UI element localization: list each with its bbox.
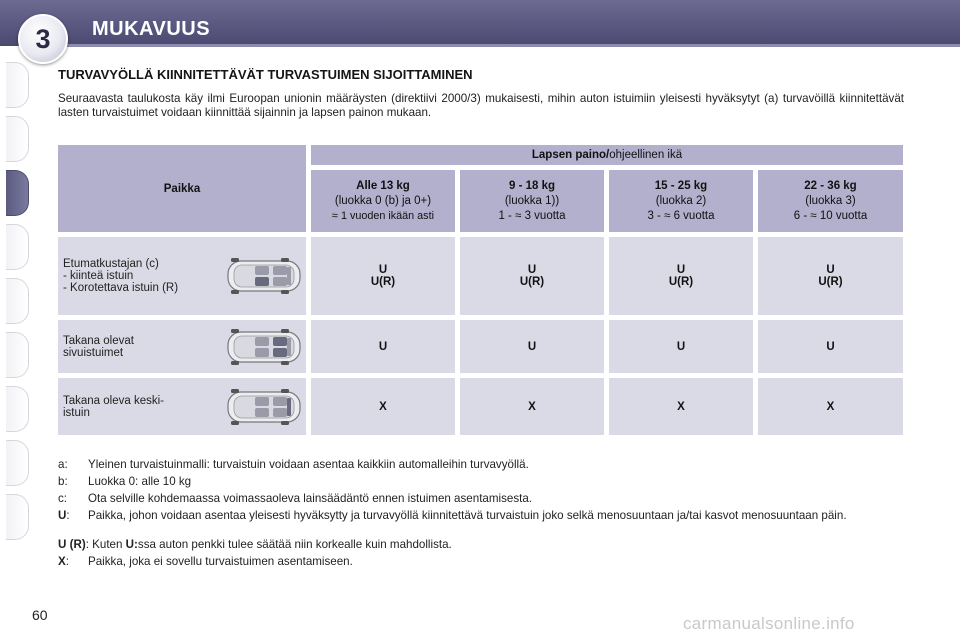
chapter-tab[interactable] (6, 386, 29, 432)
seat-label-line: Takana oleva keski- (63, 394, 164, 407)
cell-value: X (677, 400, 685, 413)
cell-value: U (378, 340, 388, 353)
column-weight: 9 - 18 kg (508, 180, 556, 192)
column-weight: 22 - 36 kg (804, 180, 857, 192)
seat-row-label (58, 320, 306, 373)
compatibility-cell (460, 237, 604, 315)
chapter-tab[interactable] (6, 278, 29, 324)
column-weight: Alle 13 kg (356, 180, 410, 192)
car-seat-diagram-rear-center (224, 386, 304, 428)
chapter-badge (18, 14, 68, 64)
footnote-text: Yleinen turvaistuinmalli: turvaistuin voidaan asentaa kaikkiin automalleihin turvavyöllä. (88, 458, 529, 471)
weight-column-header (758, 170, 903, 232)
footnote-key-suffix: : (66, 509, 70, 522)
cell-value: U (378, 264, 388, 276)
cell-value: U(R) (519, 276, 545, 288)
chapter-title: MUKAVUUS (92, 18, 211, 40)
column-age: 3 - ≈ 6 vuotta (647, 210, 715, 222)
seat-label-line: Etumatkustajan (c) (63, 258, 159, 270)
footnote-key-suffix: : Kuten (85, 538, 126, 551)
compatibility-cell (460, 378, 604, 435)
cell-value: X (379, 400, 387, 413)
footnote-text: Paikka, johon voidaan asentaa yleisesti hyväksytty ja turvavyöllä kiinnitettävä turvaistuin joko selkä menosuuntaan ja/tai kasvot menosuuntaan päin. (88, 509, 847, 522)
chapter-number: 3 (35, 23, 51, 54)
page-number: 60 (32, 607, 48, 623)
compatibility-cell (609, 237, 753, 315)
seat-header-label: Paikka (163, 182, 201, 195)
compatibility-cell (311, 378, 455, 435)
chapter-tab[interactable] (6, 494, 29, 540)
cell-value: U (826, 264, 835, 276)
chapter-tab-active[interactable] (6, 170, 29, 216)
seat-label-line: - Korotettava istuin (R) (63, 282, 179, 294)
seat-label-line: Takana olevat (63, 334, 134, 347)
compatibility-cell (758, 320, 903, 373)
footnote-keyword: U: (125, 538, 138, 551)
compatibility-cell (311, 237, 455, 315)
chapter-tab[interactable] (6, 116, 29, 162)
compatibility-cell (460, 320, 604, 373)
footnote-key-bold: U (R) (58, 538, 86, 551)
footnote-key (58, 555, 69, 568)
cell-value: U(R) (668, 276, 694, 288)
compatibility-cell (609, 378, 753, 435)
chapter-tab[interactable] (6, 62, 29, 108)
footnote-key (58, 538, 452, 551)
seat-description (63, 320, 134, 373)
cell-value: U(R) (818, 276, 843, 288)
seat-label-line: istuin (63, 406, 90, 419)
cell-value: U (527, 264, 537, 276)
compatibility-cell (609, 320, 753, 373)
weight-header-bold: Lapsen paino/ (531, 149, 610, 161)
compatibility-cell (758, 378, 903, 435)
weight-column-header (609, 170, 753, 232)
footnote-key (58, 509, 70, 522)
cell-value: X (826, 400, 835, 413)
cell-value: U (676, 340, 686, 353)
seat-label-line: sivuistuimet (63, 346, 124, 359)
chapter-tab[interactable] (6, 224, 29, 270)
weight-header (311, 145, 903, 165)
compatibility-cell (311, 320, 455, 373)
column-group: (luokka 2) (655, 195, 707, 207)
weight-header-rest: ohjeellinen ikä (609, 149, 683, 161)
footnote-key-suffix: : (65, 555, 69, 568)
cell-value: U (826, 340, 835, 353)
section-title: TURVAVYÖLLÄ KIINNITETTÄVÄT TURVASTUIMEN SIJOITTAMINEN (58, 67, 473, 82)
footnote-key-bold: U (58, 509, 67, 522)
footnote-text: ssa auton penkki tulee säätää niin korkealle kuin mahdollista. (137, 538, 452, 551)
intro-paragraph: Seuraavasta taulukosta käy ilmi Euroopan unionin määräysten (direktiivi 2000/3) mukaisesti, mihin auton istuimiin yleisesti hyväksytyt (a) turvavöillä kiinnitettävät lasten turvaistuimet voidaan kiinnittää sijainnin ja lapsen painon mukaan. (58, 92, 904, 119)
chapter-tab[interactable] (6, 440, 29, 486)
seat-description (63, 378, 164, 435)
column-weight: 15 - 25 kg (654, 180, 708, 192)
column-age: 1 - ≈ 3 vuotta (498, 210, 566, 222)
cell-value: U (527, 340, 537, 353)
column-age: 6 - ≈ 10 vuotta (793, 210, 868, 222)
column-group: (luokka 1)) (504, 195, 560, 207)
footnote-text: Luokka 0: alle 10 kg (88, 475, 192, 488)
compatibility-cell (758, 237, 903, 315)
cell-value: U (676, 264, 686, 276)
car-seat-diagram-rear-sides (224, 326, 304, 368)
column-group: (luokka 0 (b) ja 0+) (334, 195, 432, 207)
footnote-key-bold: X (58, 555, 66, 568)
chapter-tab-rail (0, 62, 32, 580)
column-group: (luokka 3) (805, 195, 856, 207)
watermark: carmanualsonline.info (683, 614, 855, 633)
footnote-key: c: (58, 492, 68, 505)
seat-label-line: - kiinteä istuin (63, 270, 134, 282)
weight-column-header (460, 170, 604, 232)
footnote-text: Paikka, joka ei sovellu turvaistuimen asentamiseen. (88, 555, 353, 568)
seat-row-label (58, 378, 306, 435)
column-age: ≈ 1 vuoden ikään asti (332, 210, 434, 222)
footnote-key: a: (58, 458, 68, 471)
weight-column-header (311, 170, 455, 232)
footnote-key: b: (58, 475, 68, 488)
chapter-tab[interactable] (6, 332, 29, 378)
cell-value: U(R) (370, 276, 396, 288)
cell-value: X (528, 400, 536, 413)
header-rule (60, 44, 960, 47)
seat-header (58, 145, 306, 232)
seat-row-label (58, 237, 306, 315)
footnote-text: Ota selville kohdemaassa voimassaoleva lainsäädäntö ennen istuimen asentamisesta. (88, 492, 533, 505)
seat-description (63, 237, 178, 315)
car-seat-diagram-front-passenger (224, 255, 304, 297)
